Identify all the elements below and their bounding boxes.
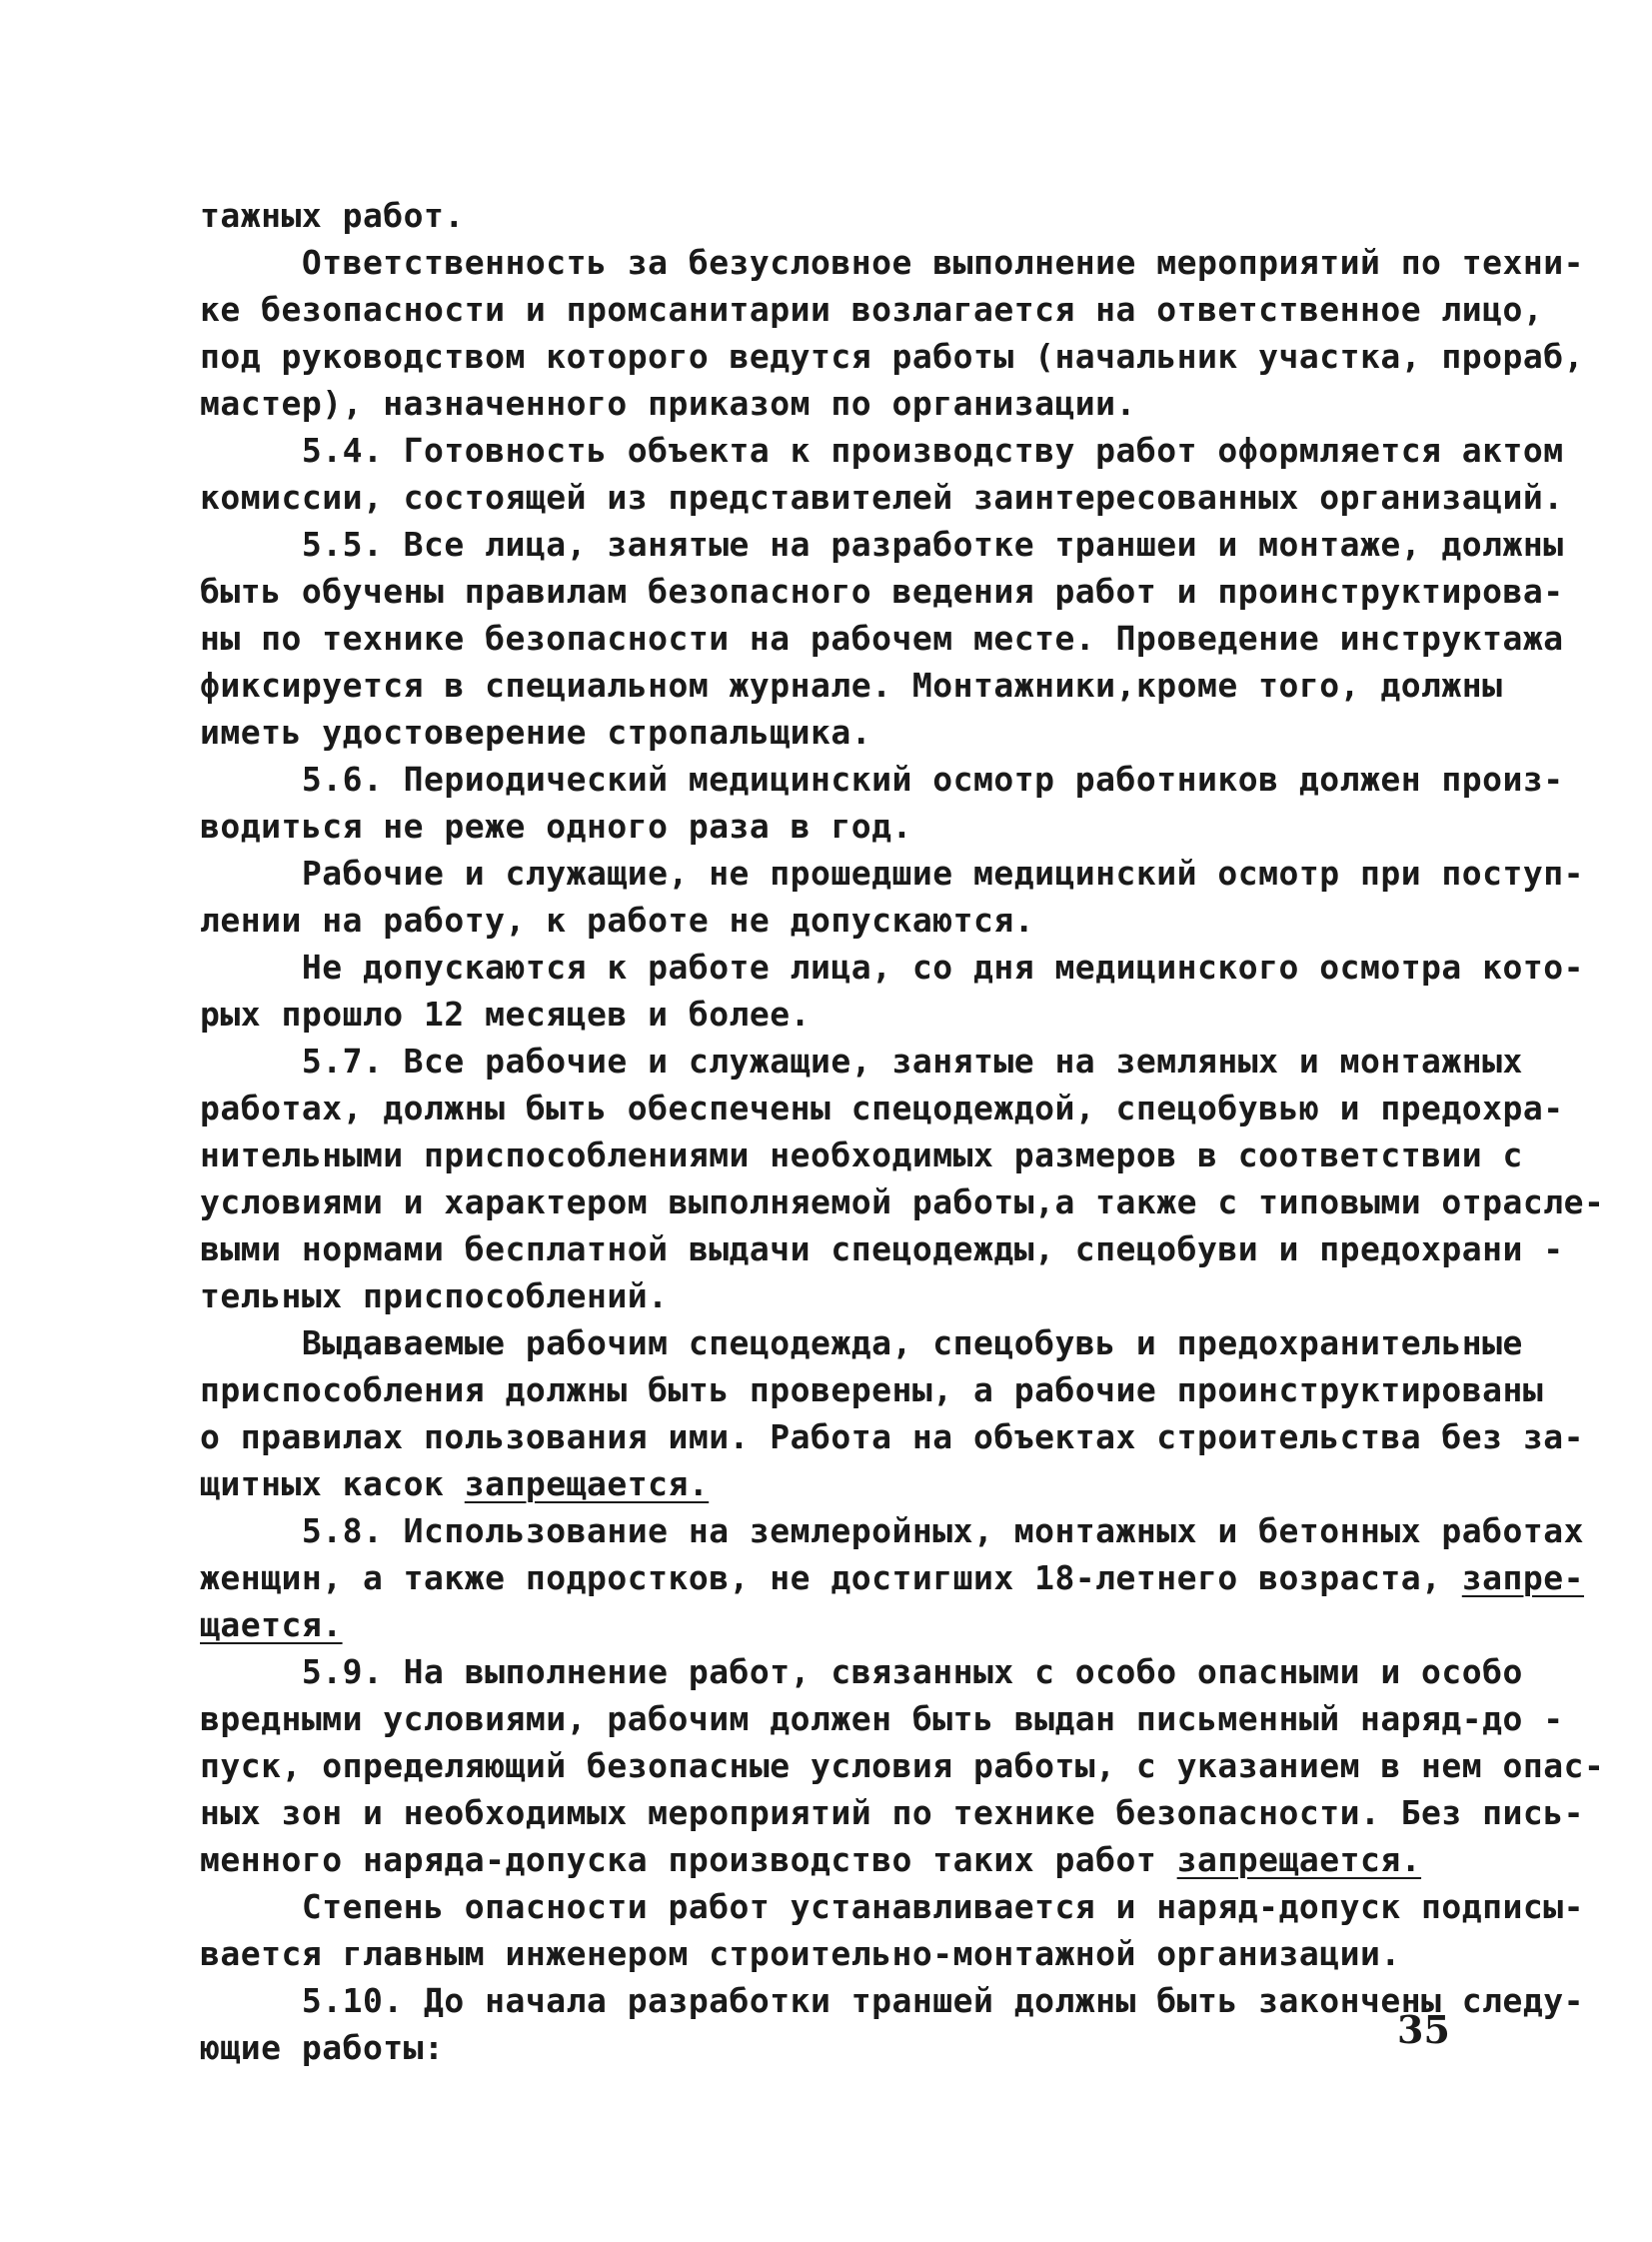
text-line: Не допускаются к работе лица, со дня медицинского осмотра кото- [200,948,1585,987]
text-line: лении на работу, к работе не допускаются. [200,901,1035,940]
text-line: быть обучены правилам безопасного ведения работ и проинструктирова- [200,572,1564,611]
page-number: 35 [1397,2007,1450,2052]
text-segment: женщин, а также подростков, не достигших 18-летнего возраста, [200,1558,1462,1597]
text-line: 5.9. На выполнение работ, связанных с особо опасными и особо [200,1652,1523,1691]
text-line: 5.10. До начала разработки траншей должны быть закончены следу- [200,1981,1585,2020]
text-line: ны по технике безопасности на рабочем месте. Проведение инструктажа [200,619,1564,658]
text-line: 5.8. Использование на землеройных, монтажных и бетонных работах [200,1511,1585,1550]
text-line: фиксируется в специальном журнале. Монтажники,кроме того, должны [200,666,1503,705]
text-line: Степень опасности работ устанавливается и наряд-допуск подписы- [200,1887,1585,1926]
underlined-text: запрещается. [464,1464,710,1503]
document-page [200,196,1605,2155]
text-line: под руководством которого ведутся работы (начальник участка, прораб, [200,337,1585,376]
text-segment: щитных касок [200,1464,465,1503]
text-line: работах, должны быть обеспечены спецодеждой, спецобувью и предохра- [200,1089,1564,1127]
text-line: Выдаваемые рабочим спецодежда, спецобувь и предохранительные [200,1323,1523,1362]
text-line [200,1558,1584,1597]
text-line: Ответственность за безусловное выполнение мероприятий по техни- [200,243,1585,282]
text-line: 5.4. Готовность объекта к производству работ оформляется актом [200,431,1564,470]
text-line [200,1605,343,1644]
text-segment: менного наряда-допуска производство таких работ [200,1840,1177,1879]
text-line: выми нормами бесплатной выдачи спецодежды, спецобуви и предохрани - [200,1229,1564,1268]
text-line: 5.7. Все рабочие и служащие, занятые на земляных и монтажных [200,1042,1523,1081]
text-line: условиями и характером выполняемой работы,а также с типовыми отрасле- [200,1182,1605,1221]
text-line: мастер), назначенного приказом по организации. [200,384,1136,423]
text-line: иметь удостоверение стропальщика. [200,713,872,752]
text-line: пуск, определяющий безопасные условия работы, с указанием в нем опас- [200,1746,1605,1785]
text-line: 5.5. Все лица, занятые на разработке траншеи и монтаже, должны [200,525,1564,564]
text-line [200,1464,709,1503]
text-line: тельных приспособлений. [200,1276,669,1315]
text-line: ющие работы: [200,2028,445,2067]
text-line: рых прошло 12 месяцев и более. [200,995,812,1034]
underlined-text: запре- [1461,1558,1585,1597]
text-line: нительными приспособлениями необходимых размеров в соответствии с [200,1135,1523,1174]
text-line [200,1840,1421,1879]
text-line: водиться не реже одного раза в год. [200,807,912,846]
text-line: вается главным инженером строительно-монтажной организации. [200,1934,1401,1973]
underlined-text: щается. [200,1605,343,1644]
underlined-text: запрещается. [1176,1840,1422,1879]
text-line: о правилах пользования ими. Работа на объектах строительства без за- [200,1417,1585,1456]
text-line: Рабочие и служащие, не прошедшие медицинский осмотр при поступ- [200,854,1585,893]
text-line: комиссии, состоящей из представителей заинтересованных организаций. [200,478,1564,517]
text-line: ке безопасности и промсанитарии возлагается на ответственное лицо, [200,290,1544,329]
text-line: вредными условиями, рабочим должен быть выдан письменный наряд-до - [200,1699,1564,1738]
text-line: тажных работ. [200,196,465,235]
text-line: 5.6. Периодический медицинский осмотр работников должен произ- [200,760,1564,799]
text-line: ных зон и необходимых мероприятий по технике безопасности. Без пись- [200,1793,1585,1832]
text-line: приспособления должны быть проверены, а рабочие проинструктированы [200,1370,1544,1409]
